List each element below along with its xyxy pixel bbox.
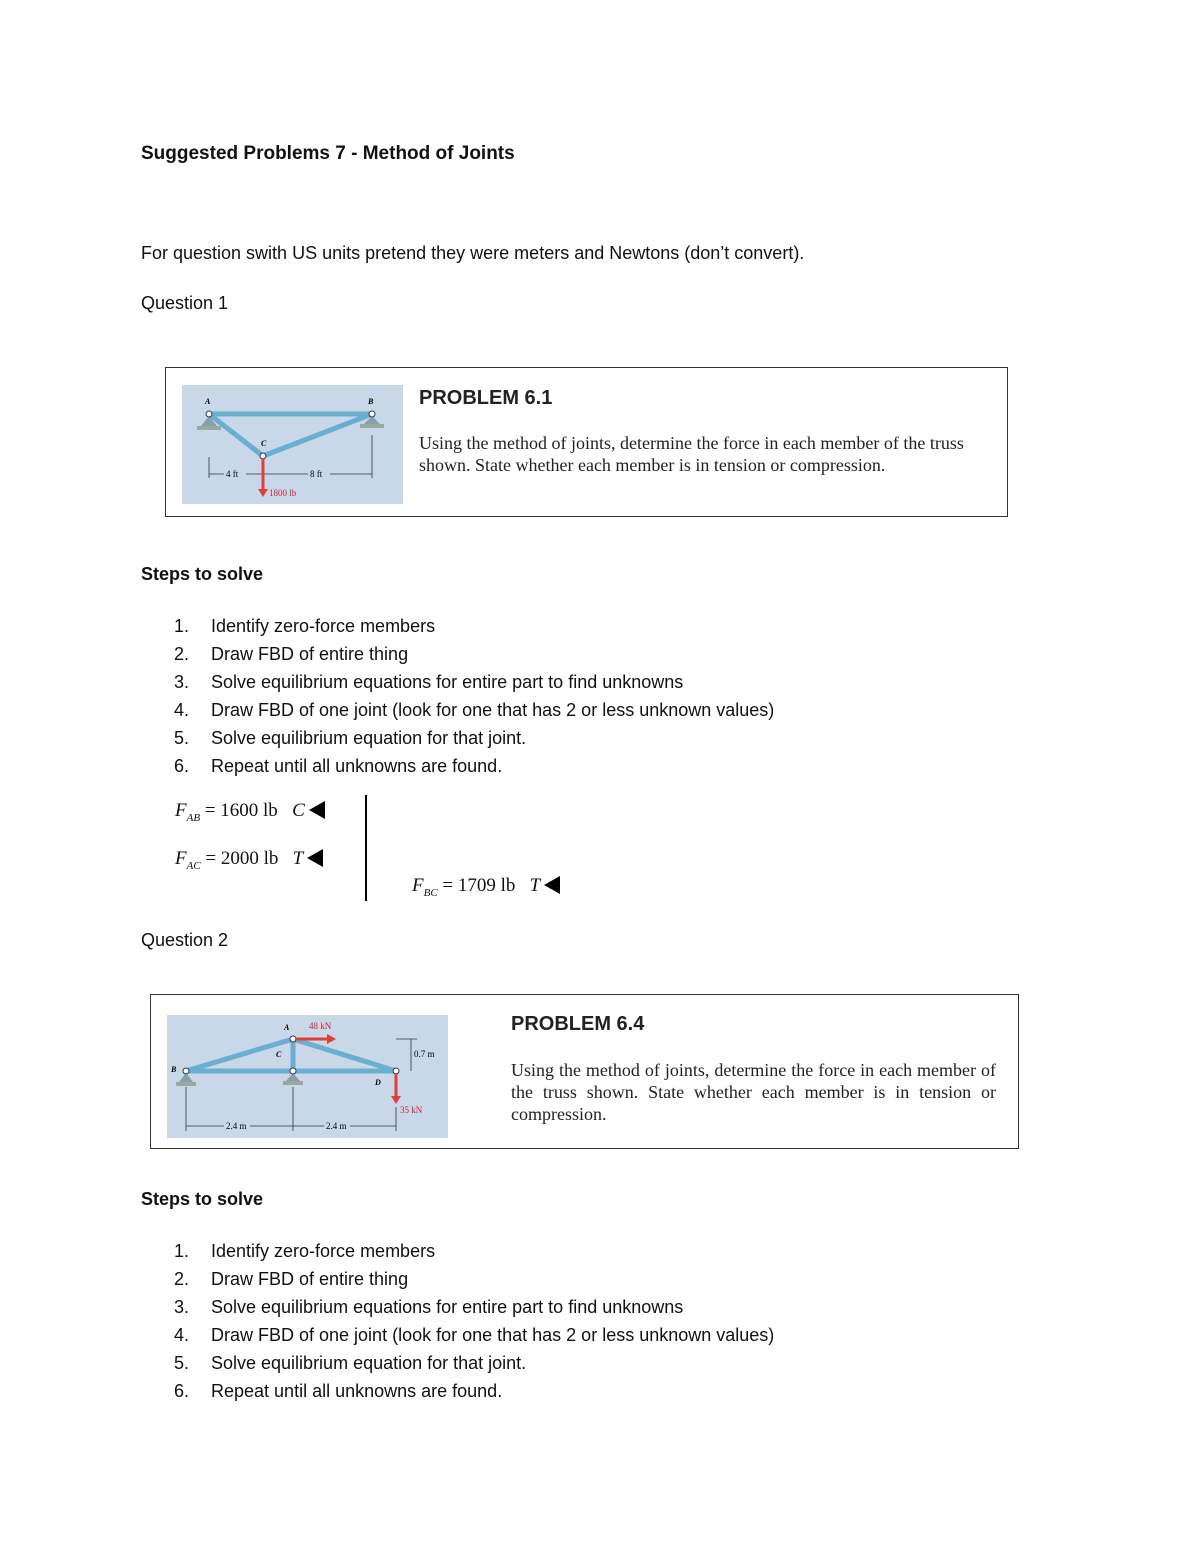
- dim-2-4m-2: 2.4 m: [326, 1121, 347, 1131]
- list-item: 4. Draw FBD of one joint (look for one that has 2 or less unknown values): [174, 700, 775, 720]
- joint-c: [290, 1068, 296, 1074]
- list-item: 2. Draw FBD of entire thing: [174, 644, 409, 664]
- q2-steps-list: [141, 1237, 901, 1405]
- page-title: Suggested Problems 7 - Method of Joints: [141, 143, 515, 164]
- list-item: 1. Identify zero-force members: [174, 1241, 436, 1261]
- member-bc: [263, 414, 372, 456]
- list-item: 6. Repeat until all unknowns are found.: [174, 756, 503, 776]
- load-h-arrow-head: [327, 1034, 336, 1044]
- problem-6-4-box: [150, 994, 1019, 1149]
- q1-steps-title: Steps to solve: [141, 564, 264, 584]
- list-item: 2. Draw FBD of entire thing: [174, 1269, 409, 1289]
- load-48kn: 48 kN: [309, 1021, 332, 1031]
- member-ac: [209, 414, 263, 456]
- answer-fab: $F_{AB} = 1600$ lb C: [175, 800, 325, 824]
- units-note: For question swith US units pretend they were meters and Newtons (don’t convert).: [141, 243, 805, 263]
- problem-6-4-text: Using the method of joints, determine the force in each member of the truss shown. State whether each member is in tension or compression.: [511, 1060, 996, 1124]
- label-b: B: [368, 397, 374, 406]
- label-a: A: [284, 1023, 290, 1032]
- answer-marker-icon: [309, 801, 325, 819]
- list-item: 6. Repeat until all unknowns are found.: [174, 1381, 503, 1401]
- problem-6-1-box: [165, 367, 1008, 517]
- list-item: 5. Solve equilibrium equation for that joint.: [174, 1353, 527, 1373]
- truss-figure-6-1: [182, 385, 403, 504]
- joint-b: [369, 411, 375, 417]
- load-35kn: 35 kN: [400, 1105, 423, 1115]
- answer-marker-icon: [544, 876, 560, 894]
- list-item: 4. Draw FBD of one joint (look for one that has 2 or less unknown values): [174, 1325, 775, 1345]
- list-item: 1. Identify zero-force members: [174, 616, 436, 636]
- answer-marker-icon: [307, 849, 323, 867]
- load-arrow-head: [258, 489, 268, 497]
- load-1800lb: 1800 lb: [269, 488, 297, 498]
- joint-b: [183, 1068, 189, 1074]
- truss-diagram-6-4: [167, 1015, 448, 1138]
- problem-6-1-title: PROBLEM 6.1: [419, 387, 553, 409]
- dim-8ft: 8 ft: [310, 469, 323, 479]
- problem-6-4-title: PROBLEM 6.4: [511, 1013, 645, 1035]
- answer-fbc: $F_{BC} = 1709$ lb T: [412, 875, 560, 899]
- answer-divider: [365, 795, 367, 901]
- dim-4ft: 4 ft: [226, 469, 239, 479]
- label-b: B: [171, 1065, 177, 1074]
- load-v-arrow-head: [391, 1096, 401, 1104]
- truss-figure-6-4: [167, 1015, 448, 1138]
- label-c: C: [261, 439, 267, 448]
- list-item: 3. Solve equilibrium equations for entire part to find unknowns: [174, 1297, 684, 1317]
- q1-steps-list: [141, 612, 901, 780]
- label-a: A: [205, 397, 211, 406]
- joint-a: [206, 411, 212, 417]
- dim-2-4m-1: 2.4 m: [226, 1121, 247, 1131]
- list-item: 5. Solve equilibrium equation for that joint.: [174, 728, 527, 748]
- dim-0-7m: 0.7 m: [414, 1049, 435, 1059]
- member-ad: [293, 1039, 396, 1071]
- problem-6-1-text: Using the method of joints, determine the force in each member of the truss shown. State whether each member is in tension or compression.: [419, 433, 964, 475]
- label-d: D: [375, 1078, 381, 1087]
- label-c: C: [276, 1050, 282, 1059]
- joint-c: [260, 453, 266, 459]
- question-2-heading: Question 2: [141, 930, 229, 950]
- answer-fac: $F_{AC} = 2000$ lb T: [175, 848, 323, 872]
- joint-d: [393, 1068, 399, 1074]
- list-item: 3. Solve equilibrium equations for entire part to find unknowns: [174, 672, 684, 692]
- truss-diagram-6-1: [182, 385, 403, 504]
- q2-steps-title: Steps to solve: [141, 1189, 264, 1209]
- question-1-heading: Question 1: [141, 293, 229, 313]
